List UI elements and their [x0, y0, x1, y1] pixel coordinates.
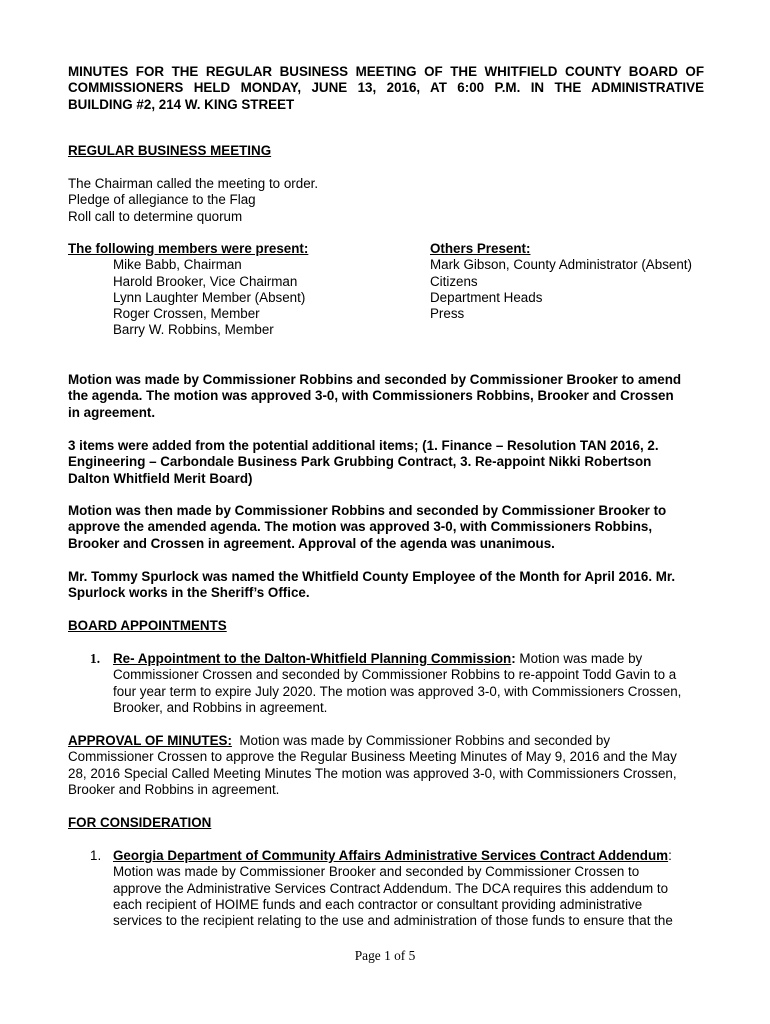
paragraph-line: four year term to expire July 2020. The motion was approved 3-0, with Commissioners Crossen, [113, 683, 682, 699]
members-heading: The following members were present: [68, 241, 309, 256]
paragraph-line: Motion was made by Commissioner Brooker and seconded by Commissioner Crossen to [113, 864, 640, 880]
minutes-title [68, 64, 704, 113]
employee-of-month [68, 569, 704, 602]
approval-of-minutes [68, 733, 748, 798]
paragraph-line: Commissioner Crossen and seconded by Commissioner Robbins to re-appoint Todd Gavin to a [113, 667, 677, 683]
paragraph-line: in agreement. [68, 404, 156, 420]
others-heading: Others Present: [430, 241, 531, 256]
opening-section [68, 176, 704, 225]
paragraph-line: each recipient of HOIME funds and each contractor or consultant providing administrative [113, 896, 643, 912]
title-line: COMMISSIONERS HELD MONDAY, JUNE 13, 2016, AT 6:00 P.M. IN THE ADMINISTRATIVE [68, 80, 704, 96]
title-line: MINUTES FOR THE REGULAR BUSINESS MEETING OF THE WHITFIELD COUNTY BOARD OF [68, 64, 704, 79]
members-present [68, 241, 398, 339]
paragraph-line: Motion was made by Commissioner Robbins and seconded by [231, 733, 611, 748]
other-attendee: Press [430, 306, 465, 322]
other-attendee: Citizens [430, 273, 478, 289]
motion-approve-agenda [68, 503, 704, 552]
paragraph-line: the agenda. The motion was approved 3-0, with Commissioners Robbins, Brooker and Crossen [68, 388, 674, 404]
motion-amend-agenda [68, 372, 704, 421]
paragraph-line: Mr. Tommy Spurlock was named the Whitfield County Employee of the Month for April 2016. Mr. [68, 569, 676, 584]
paragraph-line: services to the recipient relating to the use and administration of those funds to ensure that the [113, 913, 673, 929]
opening-line: The Chairman called the meeting to order. [68, 176, 319, 191]
item-colon: : [668, 848, 672, 863]
paragraph-line: Spurlock works in the Sheriff’s Office. [68, 585, 310, 601]
items-added-paragraph [68, 438, 704, 487]
item-title: Georgia Department of Community Affairs Administrative Services Contract Addendum [113, 848, 669, 863]
paragraph-line: Motion was made by [515, 651, 643, 666]
paragraph-line: Commissioner Crossen to approve the Regular Business Meeting Minutes of May 9, 2016 and the May [68, 749, 677, 765]
list-marker: 1. [90, 848, 102, 863]
page-number: Page 1 of 5 [354, 948, 416, 963]
opening-line: Roll call to determine quorum [68, 208, 243, 224]
paragraph-line: Motion was made by Commissioner Robbins and seconded by Commissioner Brooker to amend [68, 372, 682, 387]
paragraph-line: Motion was then made by Commissioner Robbins and seconded by Commissioner Brooker to [68, 503, 667, 518]
other-attendee: Mark Gibson, County Administrator (Absent) [430, 257, 692, 273]
paragraph-line: Brooker and Crossen in agreement. Approval of the agenda was unanimous. [68, 535, 555, 551]
paragraph-line: Brooker, and Robbins in agreement. [113, 699, 328, 715]
paragraph-line: Dalton Whitfield Merit Board) [68, 470, 253, 486]
item-title: Re- Appointment to the Dalton-Whitfield Planning Commission [113, 651, 512, 666]
paragraph-line: Engineering – Carbondale Business Park Grubbing Contract, 3. Re-appoint Nikki Robertson [68, 454, 652, 470]
others-present [430, 241, 730, 322]
title-line: BUILDING #2, 214 W. KING STREET [68, 96, 295, 112]
member-name: Harold Brooker, Vice Chairman [113, 273, 298, 289]
paragraph-line: approve the Administrative Services Contract Addendum. The DCA requires this addendum to [113, 880, 669, 896]
item-colon: : [511, 651, 516, 666]
member-name: Mike Babb, Chairman [113, 257, 242, 273]
paragraph-line: 28, 2016 Special Called Meeting Minutes The motion was approved 3-0, with Commissioners Crossen, [68, 765, 677, 781]
member-name: Lynn Laughter Member (Absent) [113, 289, 306, 305]
opening-line: Pledge of allegiance to the Flag [68, 192, 256, 208]
paragraph-line: approve the amended agenda. The motion was approved 3-0, with Commissioners Robbins, [68, 519, 653, 535]
approval-label: APPROVAL OF MINUTES: [68, 733, 232, 748]
for-consideration-heading: FOR CONSIDERATION [68, 815, 212, 830]
regular-business-heading: REGULAR BUSINESS MEETING [68, 143, 272, 158]
member-name: Roger Crossen, Member [113, 306, 260, 322]
other-attendee: Department Heads [430, 289, 543, 305]
paragraph-line: Brooker and Robbins in agreement. [68, 781, 280, 797]
board-appointments-heading: BOARD APPOINTMENTS [68, 618, 227, 633]
list-marker: 1. [90, 651, 101, 666]
paragraph-line: 3 items were added from the potential additional items; (1. Finance – Resolution TAN 2016, 2. [68, 438, 659, 453]
member-name: Barry W. Robbins, Member [113, 322, 274, 338]
